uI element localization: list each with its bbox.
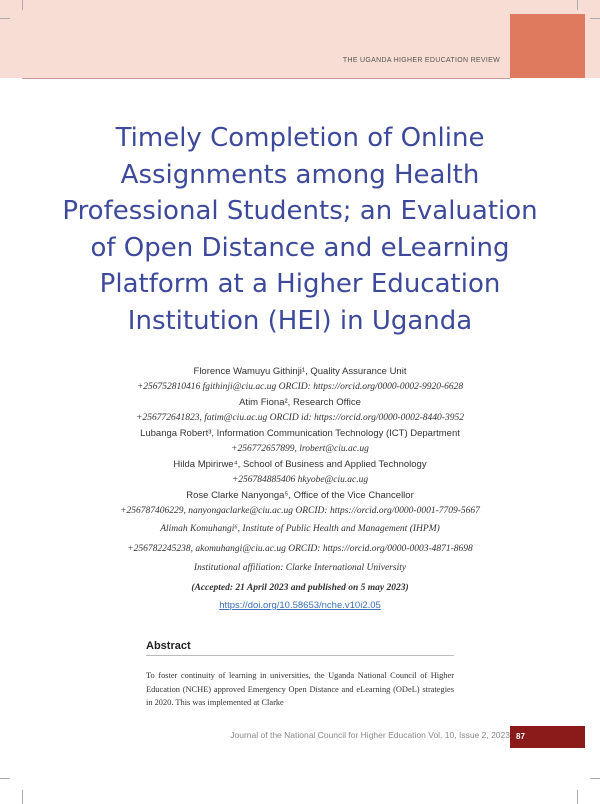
author-contact: +256787406229, nanyongaclarke@ciu.ac.ug ORCID: https://orcid.org/0000-0001-7709-5667 (120, 505, 480, 516)
doi-link[interactable]: https://doi.org/10.58653/nche.v10i2.05 (219, 600, 381, 611)
author-contact-extra: +256782245238, akomuhangi@ciu.ac.ug ORCID: https://orcid.org/0000-0003-4871-8698 (127, 543, 473, 554)
page-number-box (510, 726, 585, 748)
crop-mark (577, 0, 578, 10)
crop-mark (22, 0, 23, 10)
author-name: Hilda Mpirirwe⁴, School of Business and Applied Technology (173, 459, 427, 470)
header-rule (22, 78, 510, 79)
abstract-text: To foster continuity of learning in universities, the Uganda National Council of Higher Education (NCHE) approved Emergency Open Distance and eLearning (ODeL) strategies in 2020. This was implemented at Clarke (146, 671, 454, 707)
abstract-rule (146, 655, 454, 656)
article-title: Timely Completion of Online Assignments among Health Professional Students; an Evaluation of Open Distance and eLearning Platform at a Higher Education Institution (HEI) in Uganda (62, 123, 538, 336)
author-name: Atim Fiona², Research Office (239, 397, 361, 408)
author-name: Florence Wamuyu Githinji¹, Quality Assurance Unit (193, 366, 407, 377)
author-entry (80, 457, 520, 488)
crop-mark (22, 790, 23, 804)
author-entry (80, 488, 520, 519)
author-entry (80, 395, 520, 426)
author-name: Rose Clarke Nanyonga⁵, Office of the Vice Chancellor (186, 490, 414, 501)
journal-name: THE UGANDA HIGHER EDUCATION REVIEW (342, 57, 500, 64)
author-name-extra: Alimah Komuhangi⁶, Institute of Public Health and Management (IHPM) (160, 524, 440, 534)
author-entry (80, 364, 520, 395)
crop-mark (0, 18, 10, 19)
author-entry (80, 426, 520, 457)
footer-journal: Journal of the National Council for Higher Education Vol. 10, Issue 2, 2023 (230, 730, 510, 740)
abstract-heading: Abstract (146, 640, 191, 652)
crop-mark (0, 778, 10, 779)
crop-mark (590, 778, 600, 779)
institutional-affiliation: Institutional affiliation: Clarke International University (193, 563, 407, 573)
header-accent-block (510, 14, 585, 78)
author-block (80, 364, 520, 614)
crop-mark (577, 790, 578, 804)
author-contact: +256752810416 fgithinji@ciu.ac.ug ORCID: https://orcid.org/0000-0002-9920-6628 (136, 381, 464, 392)
author-contact: +256772657899, lrobert@ciu.ac.ug (231, 443, 369, 454)
author-name: Lubanga Robert³, Information Communication Technology (ICT) Department (140, 428, 460, 439)
crop-mark (590, 18, 600, 19)
author-contact: +256772641823, fatim@ciu.ac.ug ORCID id: https://orcid.org/0000-0002-8440-3952 (136, 412, 464, 423)
author-contact: +256784885406 hkyobe@ciu.ac.ug (231, 474, 369, 485)
page-number: 87 (516, 732, 525, 741)
accepted-date: (Accepted: 21 April 2023 and published on 5 may 2023) (191, 582, 409, 593)
